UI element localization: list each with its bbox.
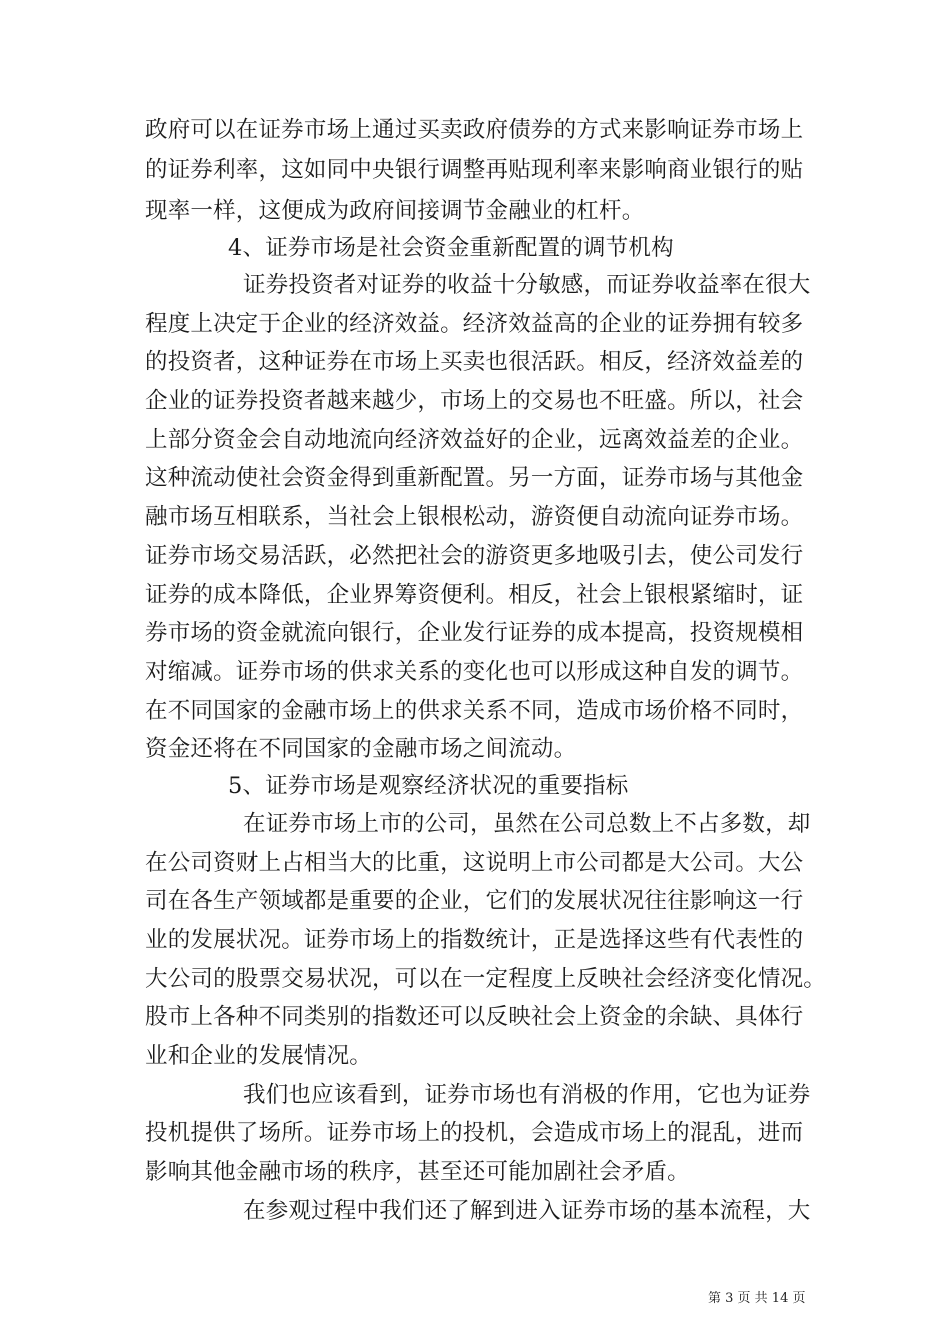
text-line: 券市场的资金就流向银行，企业发行证券的成本提高，投资规模相 (145, 620, 804, 646)
text-line: 我们也应该看到，证券市场也有消极的作用，它也为证券 (243, 1082, 811, 1108)
section-heading: 5、证券市场是观察经济状况的重要指标 (228, 773, 629, 799)
text-line: 证券的成本降低，企业界筹资便利。相反，社会上银根紧缩时，证 (145, 582, 804, 608)
text-line: 证券投资者对证券的收益十分敏感，而证券收益率在很大 (243, 272, 811, 298)
text-line: 政府可以在证券市场上通过买卖政府债券的方式来影响证券市场上 (145, 117, 804, 143)
text-line: 程度上决定于企业的经济效益。经济效益高的企业的证券拥有较多 (145, 311, 804, 337)
text-line: 证券市场交易活跃，必然把社会的游资更多地吸引去，使公司发行 (145, 543, 804, 569)
text-line: 大公司的股票交易状况，可以在一定程度上反映社会经济变化情况。 (145, 966, 827, 992)
text-line: 在不同国家的金融市场上的供求关系不同，造成市场价格不同时， (145, 698, 804, 724)
text-line: 现率一样，这便成为政府间接调节金融业的杠杆。 (145, 198, 645, 224)
text-line: 对缩减。证券市场的供求关系的变化也可以形成这种自发的调节。 (145, 659, 804, 685)
text-line: 影响其他金融市场的秩序，甚至还可能加剧社会矛盾。 (145, 1159, 690, 1185)
text-line: 业的发展状况。证券市场上的指数统计，正是选择这些有代表性的 (145, 927, 804, 953)
text-line: 在证券市场上市的公司，虽然在公司总数上不占多数，却 (243, 811, 811, 837)
text-line: 融市场互相联系，当社会上银根松动，游资便自动流向证券市场。 (145, 504, 804, 530)
text-line: 司在各生产领域都是重要的企业，它们的发展状况往往影响这一行 (145, 888, 804, 914)
text-line: 业和企业的发展情况。 (145, 1043, 373, 1069)
text-line: 在参观过程中我们还了解到进入证券市场的基本流程，大 (243, 1198, 811, 1224)
text-line: 的投资者，这种证券在市场上买卖也很活跃。相反，经济效益差的 (145, 349, 804, 375)
text-line: 的证券利率，这如同中央银行调整再贴现利率来影响商业银行的贴 (145, 157, 804, 183)
page-number-footer: 第 3 页 共 14 页 (708, 1291, 806, 1306)
section-heading: 4、证券市场是社会资金重新配置的调节机构 (228, 235, 674, 261)
text-line: 企业的证券投资者越来越少，市场上的交易也不旺盛。所以，社会 (145, 388, 804, 414)
text-line: 股市上各种不同类别的指数还可以反映社会上资金的余缺、具体行 (145, 1004, 804, 1030)
text-line: 这种流动使社会资金得到重新配置。另一方面，证券市场与其他金 (145, 465, 804, 491)
text-line: 在公司资财上占相当大的比重，这说明上市公司都是大公司。大公 (145, 850, 804, 876)
text-line: 资金还将在不同国家的金融市场之间流动。 (145, 736, 577, 762)
text-line: 上部分资金会自动地流向经济效益好的企业，远离效益差的企业。 (145, 427, 804, 453)
text-line: 投机提供了场所。证券市场上的投机，会造成市场上的混乱，进而 (145, 1120, 804, 1146)
